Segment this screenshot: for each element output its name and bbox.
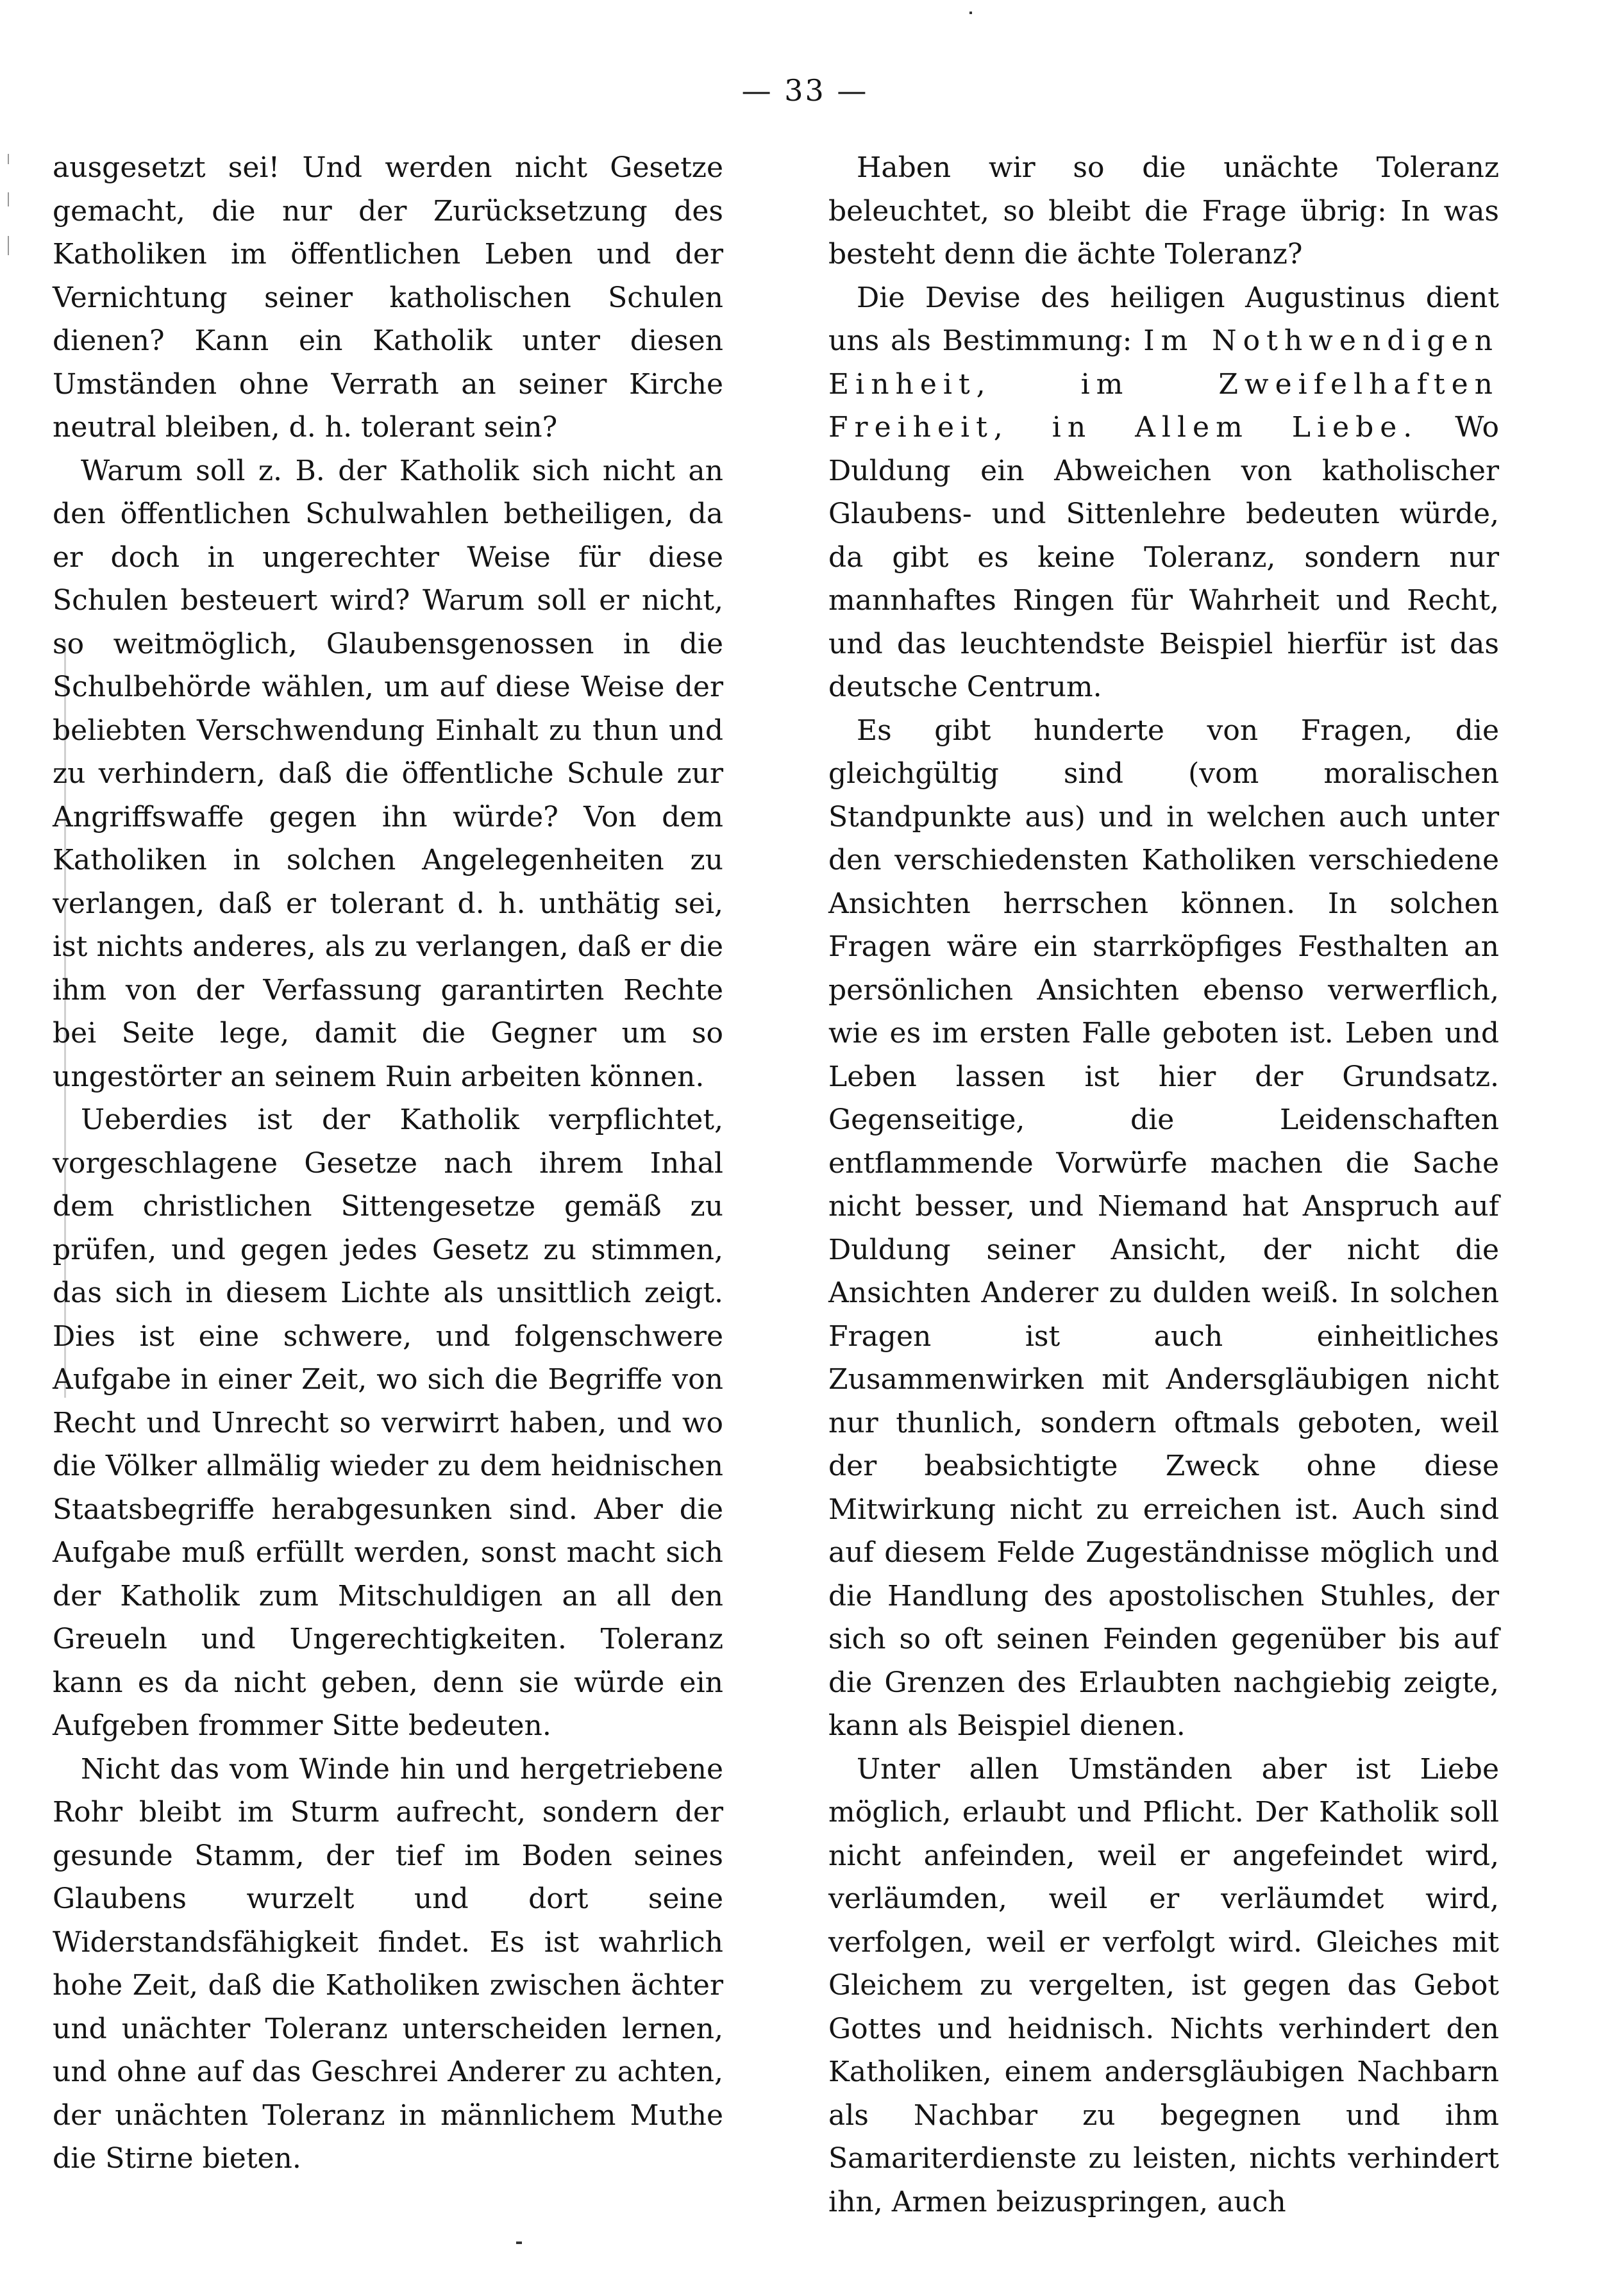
paragraph: Ueberdies ist der Katholik verpflichtet, vorgeschlagene Gesetze nach ihrem Inhal dem christlichen Sittengesetze gemäß zu prüfen, und gegen jedes Gesetz zu stimmen, das sich in diesem Lichte als unsittlich zeigt. Dies ist eine schwere, und folgenschwere Aufgabe in einer Zeit, wo sich die Begriffe von Recht und Unrecht so verwirrt haben, und wo die Völker allmälig wieder zu dem heidnischen Staatsbegriffe herabgesunken sind. Aber die Aufgabe muß erfüllt werden, sonst macht sich der Katholik zum Mitschuldigen an all den Greueln und Ungerechtigkeiten. Toleranz kann es da nicht geben, denn sie würde ein Aufgeben frommer Sitte bedeuten. — [53, 1103, 723, 1742]
margin-mark — [8, 236, 9, 255]
paragraph: Unter allen Umständen aber ist Liebe möglich, erlaubt und Pflicht. Der Katholik soll nicht anfeinden, weil er angefeindet wird, verläumden, weil er verläumdet wird, verfolgen, weil er verfolgt wird. Gleiches mit Gleichem zu vergelten, ist gegen das Gebot Gottes und heidnisch. Nichts verhindert den Katholiken, einem andersgläubigen Nachbarn als Nachbar zu begegnen und ihm Samariterdienste zu leisten, nichts verhindert ihn, Armen beizuspringen, auch — [828, 1752, 1499, 2218]
motto-intro: Die Devise des heiligen Augustinus dient uns als Bestimmung: — [828, 281, 1499, 357]
ink-speck — [969, 12, 972, 14]
left-column — [53, 146, 723, 2185]
paragraph: Warum soll z. B. der Katholik sich nicht an den öffentlichen Schulwahlen betheiligen, da er doch in ungerechter Weise für diese Schulen besteuert wird? Warum soll er nicht, so weitmöglich, Glaubensgenossen in die Schulbehörde wählen, um auf diese Weise der beliebten Verschwendung Einhalt zu thun und zu verhindern, daß die öffentliche Schule zur Angriffswaffe gegen ihn würde? Von dem Katholiken in solchen Angelegenheiten zu verlangen, daß er tolerant d. h. unthätig sei, ist nichts anderes, als zu verlangen, daß er die ihm von der Verfassung garantirten Rechte bei Seite lege, damit die Gegner um so ungestörter an seinem Ruin arbeiten können. — [53, 454, 723, 1093]
paragraph: Haben wir so die unächte Toleranz beleuchtet, so bleibt die Frage übrig: In was besteht denn die ächte Toleranz? — [828, 151, 1499, 271]
right-column — [828, 146, 1500, 2218]
paragraph — [828, 276, 1499, 709]
augustinus-motto: Im Nothwendigen Einheit, im Zweifelhaften Freiheit, in Allem Liebe. — [828, 324, 1500, 444]
ink-speck — [516, 2242, 522, 2244]
margin-mark — [8, 192, 9, 206]
margin-mark — [8, 154, 9, 164]
motto-continuation: Wo Duldung ein Abweichen von katholischer Glaubens- und Sittenlehre bedeuten würde, da gibt es keine Toleranz, sondern nur mannhaftes Ringen für Wahrheit und Recht, und das leuchtendste Beispiel hierfür ist das deutsche Centrum. — [828, 411, 1499, 703]
paragraph: ausgesetzt sei! Und werden nicht Gesetze gemacht, die nur der Zurücksetzung des Katholiken im öffentlichen Leben und der Vernichtung seiner katholischen Schulen dienen? Kann ein Katholik unter diesen Umständen ohne Verrath an seiner Kirche neutral bleiben, d. h. tolerant sein? — [53, 151, 723, 444]
page-number: — 33 — — [741, 73, 869, 108]
paragraph: Nicht das vom Winde hin und hergetriebene Rohr bleibt im Sturm aufrecht, sondern der gesunde Stamm, der tief im Boden seines Glaubens wurzelt und dort seine Widerstandsfähigkeit findet. Es ist wahrlich hohe Zeit, daß die Katholiken zwischen ächter und unächter Toleranz unterscheiden lernen, und ohne auf das Geschrei Anderer zu achten, der unächten Toleranz in männlichem Muthe die Stirne bieten. — [53, 1752, 723, 2175]
paragraph: Es gibt hunderte von Fragen, die gleichgültig sind (vom moralischen Standpunkte aus) und in welchen auch unter den verschiedensten Katholiken verschiedene Ansichten herrschen können. In solchen Fragen wäre ein starrköpfiges Festhalten an persönlichen Ansichten ebenso verwerflich, wie es im ersten Falle geboten ist. Leben und Leben lassen ist hier der Grundsatz. Gegenseitige, die Leidenschaften entflammende Vorwürfe machen die Sache nicht besser, und Niemand hat Anspruch auf Duldung seiner Ansicht, der nicht die Ansichten Anderer zu dulden weiß. In solchen Fragen ist auch einheitliches Zusammenwirken mit Andersgläubigen nicht nur thunlich, sondern oftmals geboten, weil der beabsichtigte Zweck ohne diese Mitwirkung nicht zu erreichen ist. Auch sind auf diesem Felde Zugeständnisse möglich und die Handlung des apostolischen Stuhles, der sich so oft seinen Feinden gegenüber bis auf die Grenzen des Erlaubten nachgiebig zeigte, kann als Beispiel dienen. — [828, 714, 1499, 1742]
